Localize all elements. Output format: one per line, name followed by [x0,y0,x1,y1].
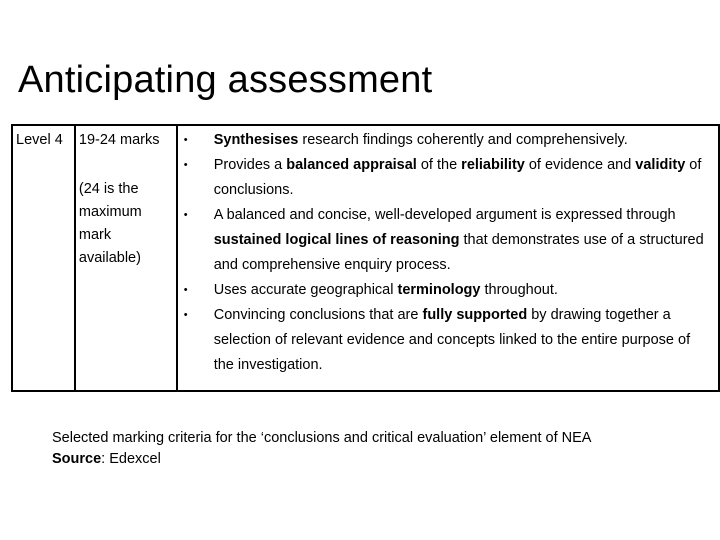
slide-title: Anticipating assessment [18,59,433,102]
bullet-icon: • [183,209,188,221]
criteria-text: by drawing together a selection of relevant evidence and concepts linked to the entire purpose of the investigation. [213,307,691,373]
criteria-cell [177,125,719,391]
caption [52,428,591,470]
caption-text: Selected marking criteria for the ‘conclusions and critical evaluation’ element of NEA [52,430,592,446]
marks-cell [75,125,177,391]
criteria-text: A balanced and concise, well-developed argument is expressed through [213,207,676,223]
criteria-emphasis: validity [635,157,686,173]
marking-criteria-table [11,124,720,392]
criteria-item [178,303,714,378]
criteria-text: of the [416,157,462,173]
source-label: Source [52,451,102,467]
criteria-emphasis: balanced appraisal [286,157,417,173]
criteria-item [178,153,714,203]
marks-note: (24 is the maximum mark available) [78,181,142,266]
level-cell [12,125,75,391]
criteria-emphasis: reliability [461,157,525,173]
criteria-item [178,278,714,303]
criteria-text: that demonstrates use of a structured and comprehensive enquiry process. [213,232,704,273]
criteria-text: Provides a [213,157,287,173]
criteria-emphasis: sustained logical lines of reasoning [213,232,460,248]
criteria-emphasis: terminology [397,282,481,298]
source-line [52,449,591,470]
source-value: : Edexcel [101,451,161,467]
criteria-text: throughout. [480,282,558,298]
criteria-emphasis: fully supported [422,307,528,323]
table-row [12,125,719,391]
bullet-icon: • [183,159,188,171]
criteria-item [178,203,714,278]
criteria-list [178,128,714,378]
criteria-text: Convincing conclusions that are [213,307,423,323]
criteria-text: of conclusions. [213,157,702,198]
level-label: Level 4 [16,132,63,148]
criteria-emphasis: Synthesises [213,132,299,148]
bullet-icon: • [183,284,188,296]
criteria-text: research findings coherently and comprehensively. [298,132,628,148]
marks-range: 19-24 marks [78,132,160,148]
bullet-icon: • [183,309,188,321]
criteria-text: of evidence and [524,157,636,173]
bullet-icon: • [183,134,188,146]
criteria-text: Uses accurate geographical [213,282,398,298]
criteria-item [178,128,714,153]
